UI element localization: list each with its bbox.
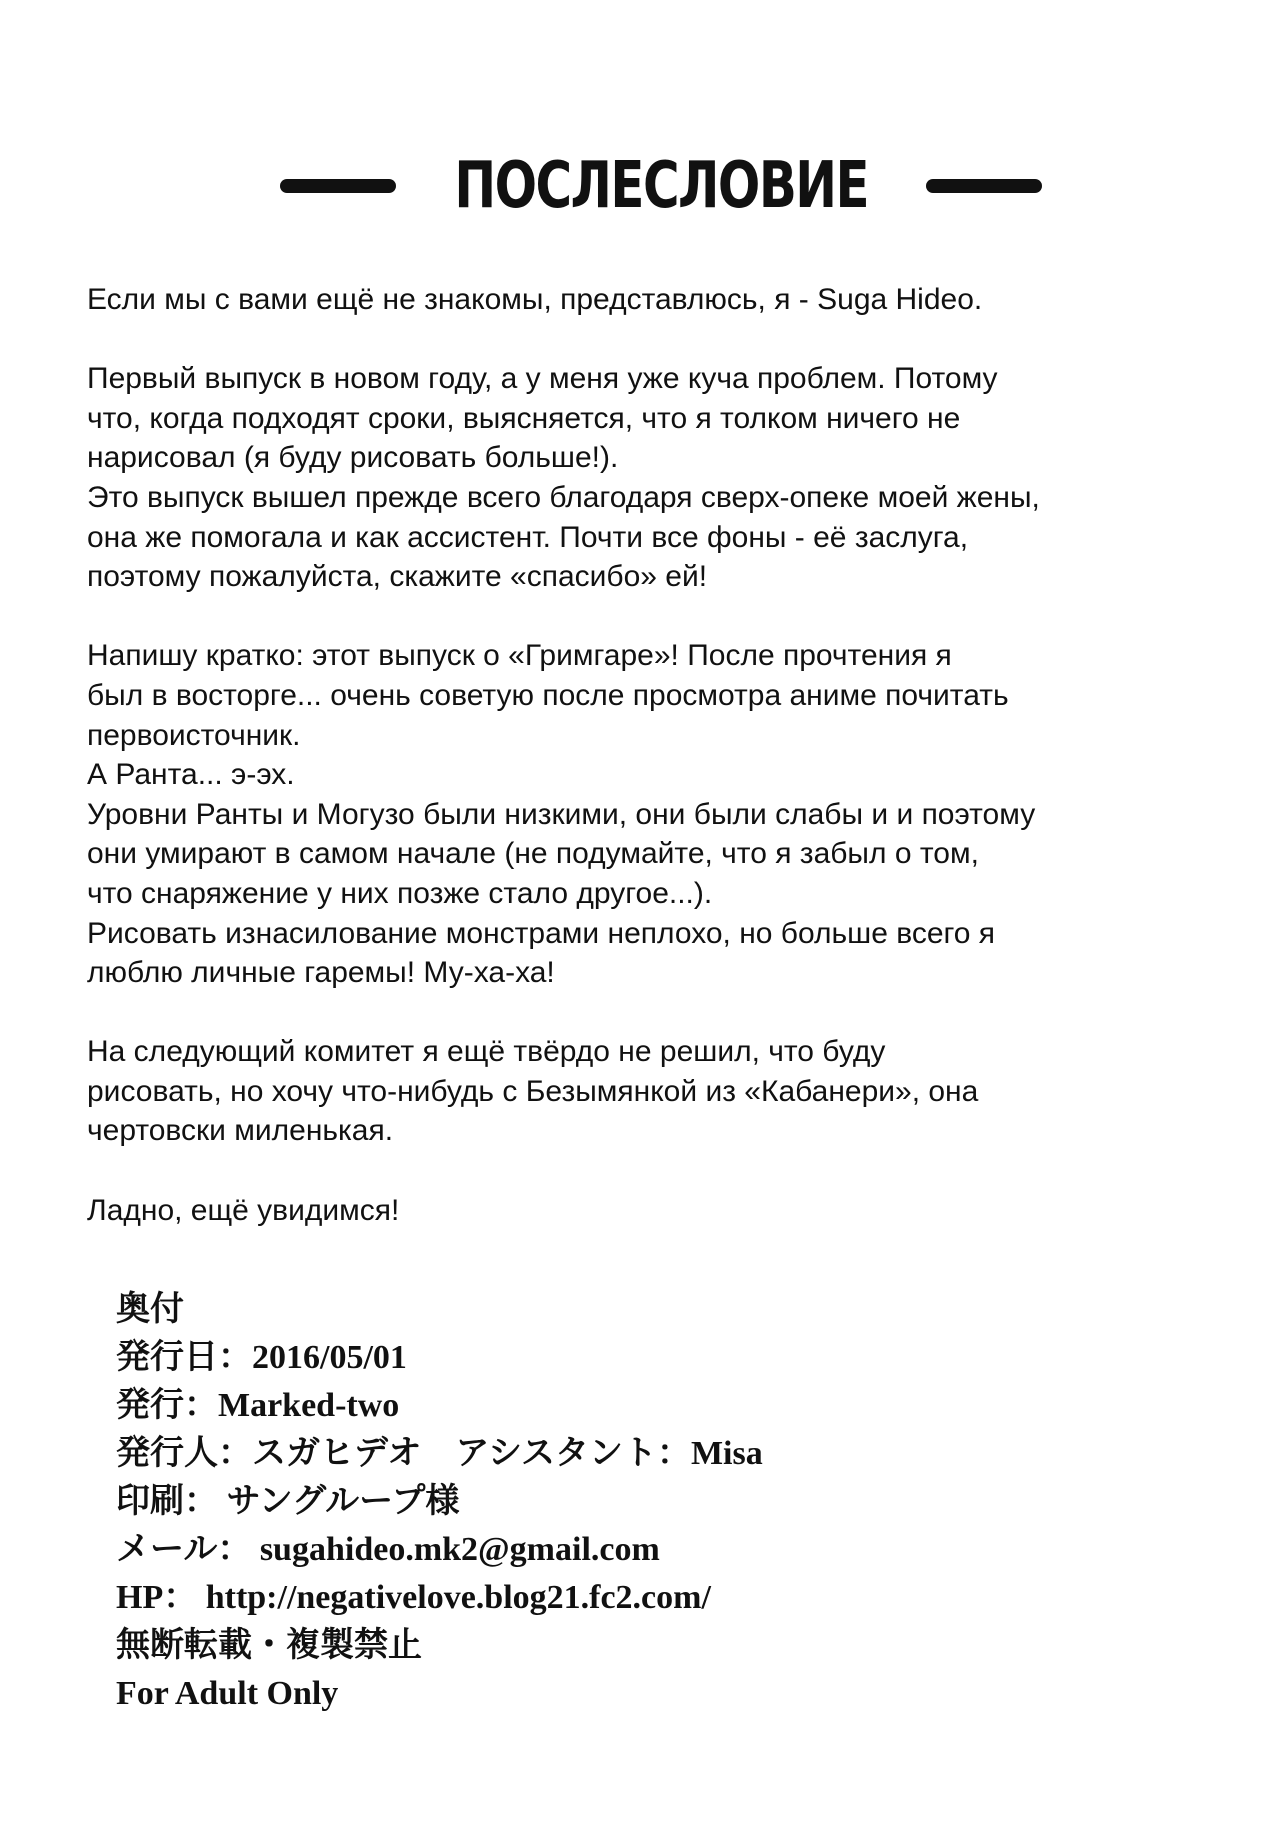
colophon-line: For Adult Only xyxy=(116,1675,339,1712)
title-dash-right xyxy=(926,179,1042,193)
colophon-line: HP： http://negativelove.blog21.fc2.com/ xyxy=(116,1579,711,1616)
text-line: А Ранта... э-эх. xyxy=(87,758,295,792)
colophon-line: 奥付 xyxy=(116,1291,184,1328)
colophon-line: 発行人：スガヒデオ アシスタント：Misa xyxy=(116,1435,763,1472)
colophon-line: 無断転載・複製禁止 xyxy=(116,1627,422,1664)
blank-line xyxy=(87,597,1217,637)
blank-line xyxy=(87,1151,1217,1191)
text-line: Это выпуск вышел прежде всего благодаря сверх-опеке моей жены, xyxy=(87,480,1040,514)
afterword-header xyxy=(280,150,1042,222)
text-line: люблю личные гаремы! Му-ха-ха! xyxy=(87,956,555,990)
text-line: она же помогала и как ассистент. Почти все фоны - её заслуга, xyxy=(87,520,969,554)
blank-line xyxy=(87,320,1217,360)
text-line: нарисовал (я буду рисовать больше!). xyxy=(87,441,619,475)
title-dash-left xyxy=(280,179,396,193)
text-line: был в восторге... очень советую после просмотра аниме почитать xyxy=(87,678,1009,712)
text-line: Первый выпуск в новом году, а у меня уже куча проблем. Потому xyxy=(87,362,998,396)
page-title: ПОСЛЕСЛОВИЕ xyxy=(454,149,868,223)
colophon xyxy=(116,1286,763,1718)
afterword-body xyxy=(87,280,1217,1230)
colophon-line: 発行日：2016/05/01 xyxy=(116,1339,407,1376)
text-line: рисовать, но хочу что-нибудь с Безымянкой из «Кабанери», она xyxy=(87,1074,979,1108)
text-line: что, когда подходят сроки, выясняется, что я толком ничего не xyxy=(87,401,961,435)
text-line: На следующий комитет я ещё твёрдо не решил, что буду xyxy=(87,1035,886,1069)
text-line: Уровни Ранты и Могузо были низкими, они были слабы и и поэтому xyxy=(87,797,1036,831)
text-line: первоисточник. xyxy=(87,718,301,752)
text-line: Напишу кратко: этот выпуск о «Гримгаре»! После прочтения я xyxy=(87,639,952,673)
text-line: поэтому пожалуйста, скажите «спасибо» ей! xyxy=(87,560,708,594)
colophon-line: 印刷： サングループ様 xyxy=(116,1483,460,1520)
text-line: Если мы с вами ещё не знакомы, представлюсь, я - Suga Hideo. xyxy=(87,283,983,316)
colophon-line: 発行：Marked-two xyxy=(116,1387,400,1424)
text-line: Ладно, ещё увидимся! xyxy=(87,1193,400,1227)
text-line: они умирают в самом начале (не подумайте, что я забыл о том, xyxy=(87,837,979,871)
text-line: чертовски миленькая. xyxy=(87,1114,394,1148)
blank-line xyxy=(87,993,1217,1033)
text-line: Рисовать изнасилование монстрами неплохо, но больше всего я xyxy=(87,916,996,950)
text-line: что снаряжение у них позже стало другое...). xyxy=(87,876,713,910)
colophon-line: メール： sugahideo.mk2@gmail.com xyxy=(116,1531,660,1568)
